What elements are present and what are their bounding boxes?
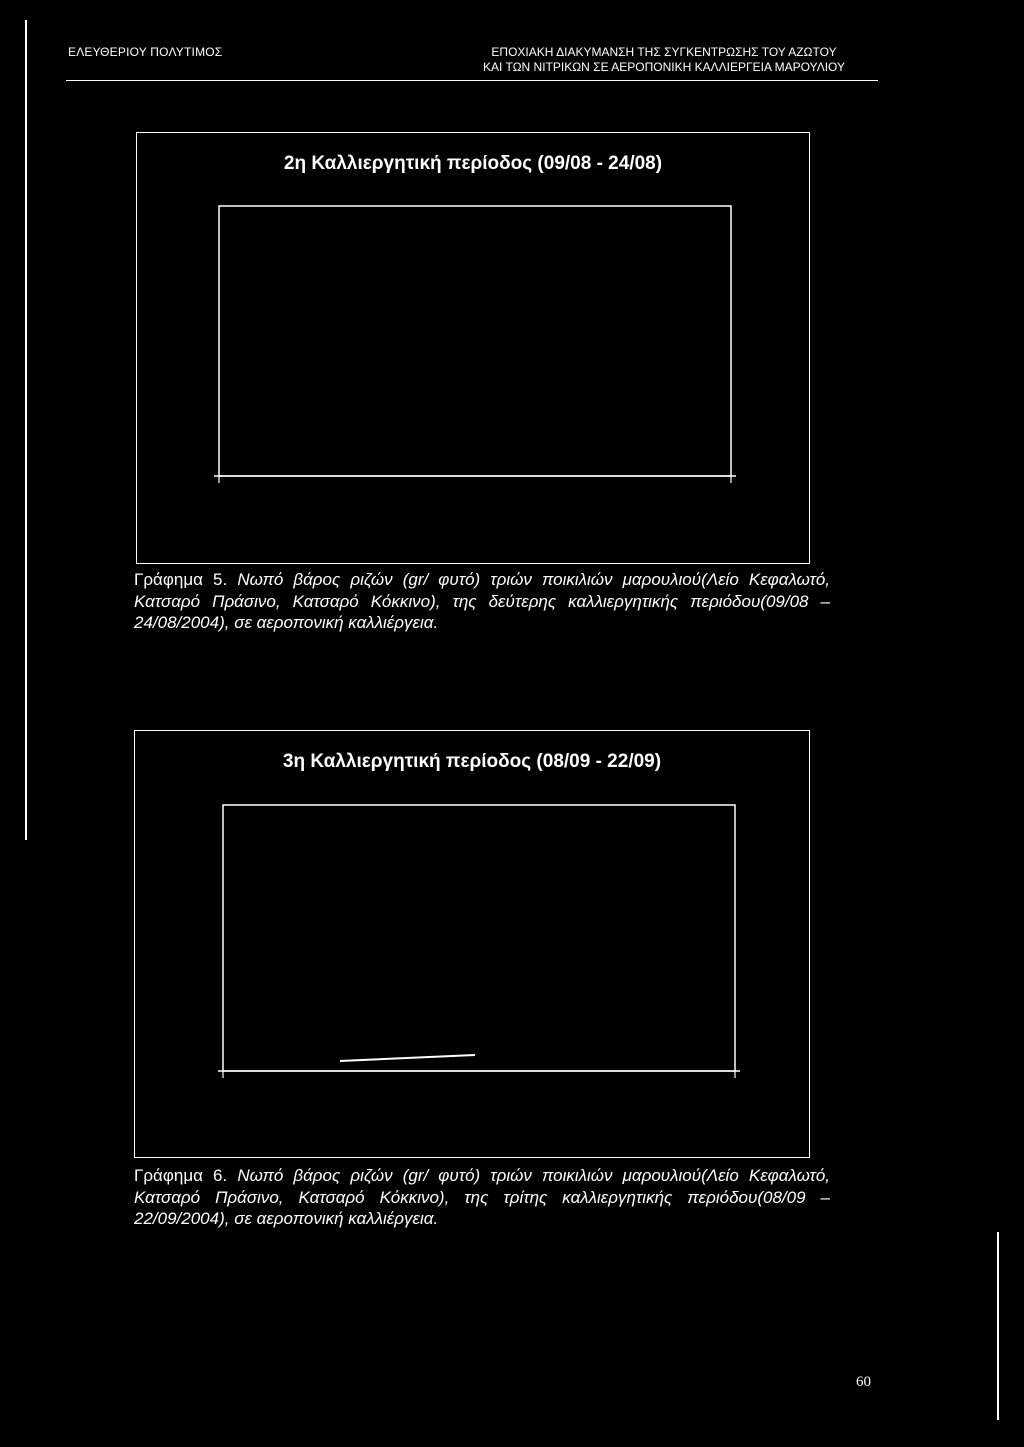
figure-6-caption-label: Γράφημα 6.: [134, 1166, 228, 1185]
figure-6-data-line: [340, 1055, 475, 1061]
left-margin-line: [25, 20, 27, 840]
header-title: [450, 45, 878, 75]
figure-6-caption: [134, 1165, 830, 1230]
figure-5-plot-area: [219, 206, 731, 476]
figure-5-frame: [136, 132, 810, 564]
figure-6-plot: [135, 731, 809, 1157]
right-margin-line: [997, 1232, 999, 1420]
figure-5-caption-label: Γράφημα 5.: [134, 570, 228, 589]
header-title-line2: ΚΑΙ ΤΩΝ ΝΙΤΡΙΚΩΝ ΣΕ ΑΕΡΟΠΟΝΙΚΗ ΚΑΛΛΙΕΡΓΕΙΑ ΜΑΡΟΥΛΙΟΥ: [483, 60, 845, 74]
page-number: 60: [856, 1374, 871, 1390]
figure-5-plot: [137, 133, 809, 563]
header-rule: [66, 80, 878, 81]
figure-5-caption: [134, 569, 830, 634]
figure-5-title: 2η Καλλιεργητική περίοδος (09/08 - 24/08): [283, 153, 663, 174]
figure-6-frame: [134, 730, 810, 1158]
header-author: ΕΛΕΥΘΕΡΙΟΥ ΠΟΛΥΤΙΜΟΣ: [68, 45, 223, 59]
figure-5-caption-text: Νωπό βάρος ριζών (gr/ φυτό) τριών ποικιλιών μαρουλιού(Λείο Κεφαλωτό, Κατσαρό Πράσινο, Κατσαρό Κόκκινο), της δεύτερης καλλιεργητικής περιόδου(09/08 – 24/08/2004), σε αεροπονική καλλιέργεια.: [134, 570, 830, 632]
figure-6-caption-text: Νωπό βάρος ριζών (gr/ φυτό) τριών ποικιλιών μαρουλιού(Λείο Κεφαλωτό, Κατσαρό Πράσινο, Κατσαρό Κόκκινο), της τρίτης καλλιεργητικής περιόδου(08/09 – 22/09/2004), σε αεροπονική καλλιέργεια.: [134, 1166, 830, 1228]
figure-6-plot-area: [223, 805, 735, 1071]
header-title-line1: ΕΠΟΧΙΑΚΗ ΔΙΑΚΥΜΑΝΣΗ ΤΗΣ ΣΥΓΚΕΝΤΡΩΣΗΣ ΤΟΥ ΑΖΩΤΟΥ: [491, 45, 837, 59]
figure-6-title: 3η Καλλιεργητική περίοδος (08/09 - 22/09): [282, 751, 662, 772]
